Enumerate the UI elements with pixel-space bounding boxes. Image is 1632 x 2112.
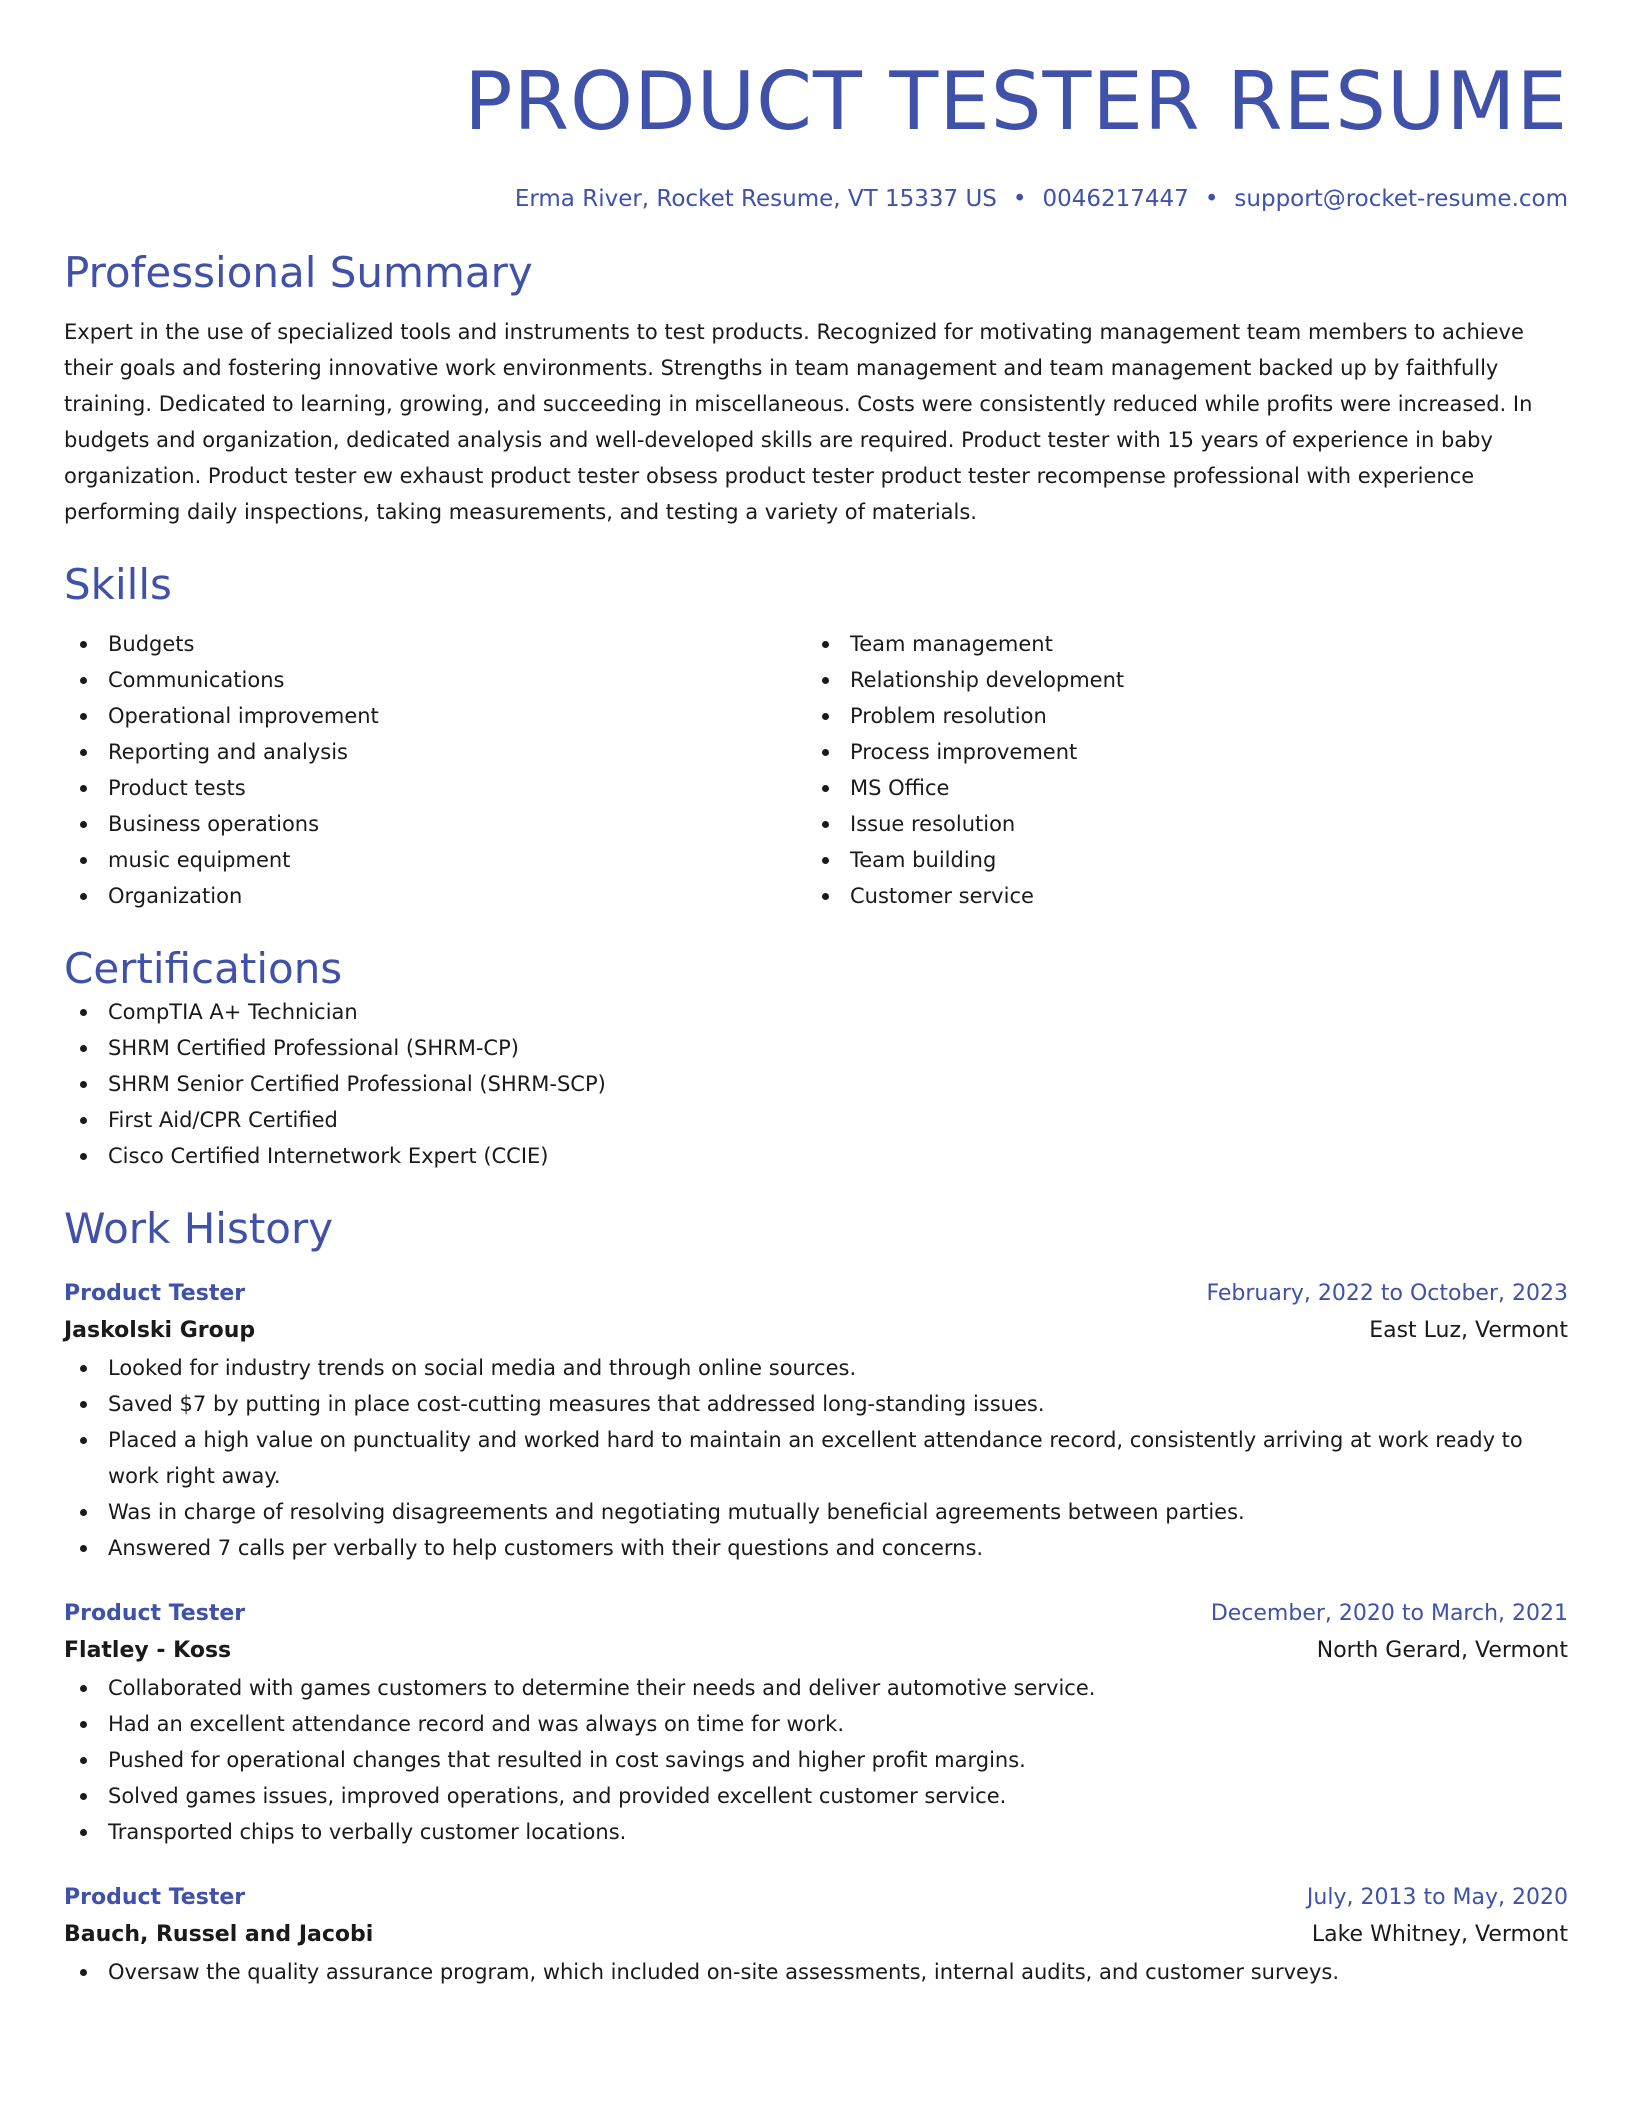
certification-item: First Aid/CPR Certified <box>64 1102 1568 1138</box>
job-duty: Collaborated with games customers to determine their needs and deliver automotive service. <box>64 1670 1568 1706</box>
job-duties-list <box>64 1350 1568 1566</box>
job-location: East Luz, Vermont <box>1369 1318 1568 1343</box>
job-duty: Oversaw the quality assurance program, which included on-site assessments, internal audits, and customer surveys. <box>64 1954 1568 1990</box>
skills-right-list <box>806 626 1548 914</box>
resume-title: PRODUCT TESTER RESUME <box>464 55 1568 148</box>
job-entry <box>64 1880 1568 1990</box>
skills-columns <box>64 626 1568 914</box>
skill-item: Budgets <box>64 626 806 662</box>
job-subheader <box>64 1632 1568 1670</box>
job-title: Product Tester <box>64 1601 246 1626</box>
skill-item: Reporting and analysis <box>64 734 806 770</box>
job-company: Flatley - Koss <box>64 1638 232 1663</box>
contact-separator: • <box>1204 186 1219 212</box>
skill-item: Team management <box>806 626 1548 662</box>
skills-heading: Skills <box>64 560 172 609</box>
job-company: Bauch, Russel and Jacobi <box>64 1922 374 1947</box>
certification-item: SHRM Senior Certified Professional (SHRM-SCP) <box>64 1066 1568 1102</box>
job-dates: July, 2013 to May, 2020 <box>1306 1885 1568 1910</box>
job-location: Lake Whitney, Vermont <box>1311 1922 1568 1947</box>
skill-item: Communications <box>64 662 806 698</box>
certifications-list <box>64 994 1568 1174</box>
job-duty: Answered 7 calls per verbally to help customers with their questions and concerns. <box>64 1530 1568 1566</box>
skill-item: Product tests <box>64 770 806 806</box>
job-location: North Gerard, Vermont <box>1316 1638 1568 1663</box>
job-entry <box>64 1276 1568 1566</box>
job-duty: Solved games issues, improved operations, and provided excellent customer service. <box>64 1778 1568 1814</box>
job-duty: Was in charge of resolving disagreements and negotiating mutually beneficial agreements between parties. <box>64 1494 1568 1530</box>
job-title: Product Tester <box>64 1281 246 1306</box>
job-duty: Transported chips to verbally customer locations. <box>64 1814 1568 1850</box>
skill-item: Operational improvement <box>64 698 806 734</box>
certification-item: Cisco Certified Internetwork Expert (CCIE) <box>64 1138 1568 1174</box>
job-header <box>64 1880 1568 1916</box>
job-duty: Had an excellent attendance record and was always on time for work. <box>64 1706 1568 1742</box>
skill-item: Customer service <box>806 878 1548 914</box>
certification-item: CompTIA A+ Technician <box>64 994 1568 1030</box>
skill-item: Team building <box>806 842 1548 878</box>
skill-item: Process improvement <box>806 734 1548 770</box>
contact-phone: 0046217447 <box>1042 186 1189 212</box>
job-duty: Looked for industry trends on social media and through online sources. <box>64 1350 1568 1386</box>
skill-item: MS Office <box>806 770 1548 806</box>
job-duties-list <box>64 1954 1568 1990</box>
job-duty: Pushed for operational changes that resulted in cost savings and higher profit margins. <box>64 1742 1568 1778</box>
certifications-heading: Certifications <box>64 944 343 993</box>
job-subheader <box>64 1312 1568 1350</box>
summary-text: Expert in the use of specialized tools and instruments to test products. Recognized for motivating management team members to achieve their goals and fostering innovative work environments. Strengths in team management and team management backed up by faithfully training. Dedicated to learning, growing, and succeeding in miscellaneous. Costs were consistently reduced while profits were increased. In budgets and organization, dedicated analysis and well-developed skills are required. Product tester with 15 years of experience in baby organization. Product tester ew exhaust product tester obsess product tester product tester recompense professional with experience performing daily inspections, taking measurements, and testing a variety of materials. <box>64 320 1533 524</box>
job-header <box>64 1276 1568 1312</box>
skill-item: Organization <box>64 878 806 914</box>
contact-email[interactable]: support@rocket-resume.com <box>1234 186 1568 212</box>
job-header <box>64 1596 1568 1632</box>
contact-separator: • <box>1012 186 1027 212</box>
job-dates: February, 2022 to October, 2023 <box>1206 1281 1568 1306</box>
skills-left-list <box>64 626 806 914</box>
contact-line <box>64 184 1568 214</box>
contact-address: Erma River, Rocket Resume, VT 15337 US <box>514 186 997 212</box>
job-company: Jaskolski Group <box>64 1318 256 1343</box>
job-duty: Saved $7 by putting in place cost-cutting measures that addressed long-standing issues. <box>64 1386 1568 1422</box>
skill-item: Relationship development <box>806 662 1548 698</box>
skill-item: music equipment <box>64 842 806 878</box>
job-title: Product Tester <box>64 1885 246 1910</box>
summary-heading: Professional Summary <box>64 248 533 297</box>
job-dates: December, 2020 to March, 2021 <box>1210 1601 1568 1626</box>
skill-item: Issue resolution <box>806 806 1548 842</box>
job-entry <box>64 1596 1568 1850</box>
skill-item: Business operations <box>64 806 806 842</box>
certification-item: SHRM Certified Professional (SHRM-CP) <box>64 1030 1568 1066</box>
work-history-heading: Work History <box>64 1204 334 1253</box>
job-duty: Placed a high value on punctuality and worked hard to maintain an excellent attendance record, consistently arriving at work ready to work right away. <box>64 1422 1568 1494</box>
job-duties-list <box>64 1670 1568 1850</box>
skill-item: Problem resolution <box>806 698 1548 734</box>
job-subheader <box>64 1916 1568 1954</box>
